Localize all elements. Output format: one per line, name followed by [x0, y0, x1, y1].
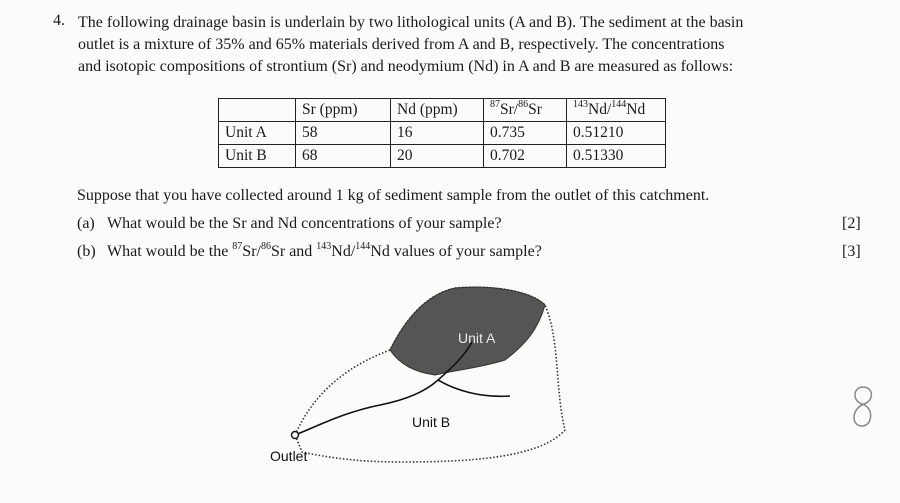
- part-b-sup-87: 87: [232, 241, 243, 252]
- nd-ratio-end: Nd: [626, 101, 646, 118]
- row-label-unit-b: Unit B: [219, 145, 296, 168]
- part-b: [77, 243, 542, 261]
- header-nd-ratio: [567, 99, 666, 122]
- isotope-table: [218, 98, 666, 168]
- sr-ratio-mid: Sr/: [500, 101, 519, 118]
- table-row: [219, 145, 666, 168]
- part-b-sup-86: 86: [260, 241, 271, 252]
- river-branch: [438, 380, 510, 396]
- nd-ratio-mid: Nd/: [588, 101, 612, 118]
- question-intro: [78, 12, 778, 78]
- corner-binding-mark: [848, 383, 878, 433]
- part-b-sup-143: 143: [316, 241, 332, 252]
- table-corner-cell: [219, 99, 296, 122]
- part-a-marks: [2]: [842, 215, 861, 232]
- suppose-text: Suppose that you have collected around 1 kg of sediment sample from the outlet of this catchment.: [77, 187, 710, 204]
- cell-sr-ratio: 0.702: [484, 145, 567, 168]
- intro-line-3: and isotopic compositions of strontium (Sr) and neodymium (Nd) in A and B are measured as follows:: [78, 58, 734, 75]
- part-b-text-5: Nd values of your sample?: [370, 243, 542, 260]
- table-header-row: [219, 99, 666, 122]
- cell-sr: 58: [296, 122, 391, 145]
- sr-ratio-sup-86: 86: [518, 99, 529, 110]
- part-b-tag: (b): [77, 243, 96, 260]
- part-a: [77, 215, 502, 233]
- cell-nd: 20: [391, 145, 484, 168]
- part-a-text: What would be the Sr and Nd concentrations of your sample?: [107, 215, 502, 232]
- unit-a-label: Unit A: [458, 330, 496, 346]
- part-b-text-4: Nd/: [331, 243, 356, 260]
- row-label-unit-a: Unit A: [219, 122, 296, 145]
- part-b-sup-144: 144: [355, 241, 371, 252]
- header-sr: Sr (ppm): [296, 99, 391, 122]
- intro-line-2: outlet is a mixture of 35% and 65% materials derived from A and B, respectively. The concentrations: [78, 36, 725, 53]
- sr-ratio-sup-87: 87: [490, 99, 500, 110]
- drainage-basin-map: [240, 280, 600, 480]
- intro-line-1: The following drainage basin is underlain by two lithological units (A and B). The sediment at the basin: [78, 14, 744, 31]
- part-b-marks: [3]: [842, 243, 861, 260]
- cell-nd-ratio: 0.51210: [567, 122, 666, 145]
- header-sr-ratio: [484, 99, 567, 122]
- part-a-tag: (a): [77, 215, 95, 232]
- outlet-marker: [292, 432, 299, 439]
- question-number: 4.: [53, 12, 65, 29]
- sr-ratio-end: Sr: [528, 101, 542, 118]
- part-b-text-3: Sr and: [270, 243, 317, 260]
- nd-ratio-sup-144: 144: [611, 99, 627, 110]
- nd-ratio-sup-143: 143: [573, 99, 588, 110]
- cell-sr: 68: [296, 145, 391, 168]
- table-row: [219, 122, 666, 145]
- unit-b-label: Unit B: [412, 414, 451, 430]
- cell-nd: 16: [391, 122, 484, 145]
- header-nd: Nd (ppm): [391, 99, 484, 122]
- cell-nd-ratio: 0.51330: [567, 145, 666, 168]
- cell-sr-ratio: 0.735: [484, 122, 567, 145]
- outlet-label: Outlet: [270, 448, 308, 464]
- part-b-text-2: Sr/: [242, 243, 261, 260]
- part-b-text-1: What would be the: [107, 243, 233, 260]
